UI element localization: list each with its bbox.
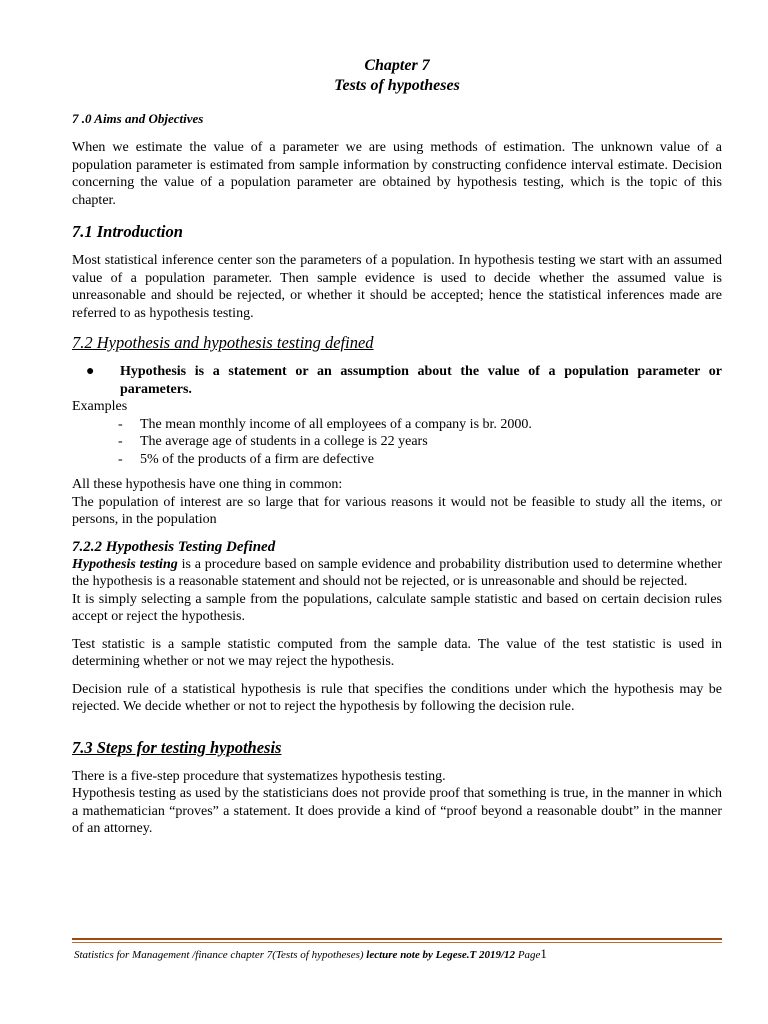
intro-heading: 7.1 Introduction: [72, 222, 183, 241]
steps-line: There is a five-step procedure that systematizes hypothesis testing.: [72, 768, 446, 784]
page-content: [72, 56, 722, 838]
defined-heading: 7.2 Hypothesis and hypothesis testing defined: [72, 333, 374, 352]
chapter-title: Tests of hypotheses: [334, 77, 460, 94]
hypothesis-bullet: [72, 363, 722, 398]
bullet-icon: ●: [86, 364, 95, 379]
footer-rule-thick: [72, 938, 722, 940]
bullet-text: Hypothesis is a statement or an assumption about the value of a population parameter or parameters.: [120, 364, 722, 397]
testing-term: Hypothesis testing: [72, 556, 178, 572]
common-line: All these hypothesis have one thing in common:: [72, 477, 343, 492]
footer-page-number: 1: [540, 946, 547, 961]
test-statistic-paragraph: Test statistic is a sample statistic computed from the sample data. The value of the test statistic is used in determining whether or not we may reject the hypothesis.: [72, 636, 722, 669]
examples-list: [72, 416, 722, 469]
example-text: The mean monthly income of all employees of a company is br. 2000.: [140, 416, 532, 432]
example-text: 5% of the products of a firm are defective: [140, 451, 375, 467]
aims-paragraph: When we estimate the value of a parameter we are using methods of estimation. The unknown value of a population parameter is estimated from sample information by constructing confidence interval estimate. Decision concerning the value of a population parameter are obtained by hypothesis testing, which is the topic of this chapter.: [72, 140, 722, 208]
page-footer: [74, 946, 724, 962]
aims-heading: 7 .0 Aims and Objectives: [72, 111, 204, 126]
dash-icon: -: [118, 416, 123, 432]
testing-simply: It is simply selecting a sample from the populations, calculate sample statistic and based on certain decision rules accept or reject the hypothesis.: [72, 591, 722, 624]
examples-label: Examples: [72, 399, 128, 414]
steps-heading: 7.3 Steps for testing hypothesis: [72, 737, 282, 757]
intro-paragraph: Most statistical inference center son the parameters of a population. In hypothesis testing we start with an assumed value of a population parameter. Then sample evidence is used to decide whether the assumed value is unreasonable and should be rejected, or whether it should be accepted; hence the statistical inferences made are referred to as hypothesis testing.: [72, 253, 722, 321]
decision-rule-paragraph: Decision rule of a statistical hypothesis is rule that specifies the conditions under which the hypothesis may be rejected. We decide whether or not to reject the hypothesis by following the decision rule.: [72, 681, 722, 714]
footer-author: lecture note by Legese.T 2019/12: [366, 949, 518, 961]
footer-rule: [72, 938, 722, 945]
list-item: [118, 416, 722, 434]
dash-icon: -: [118, 434, 123, 449]
footer-page-label: Page: [517, 949, 541, 961]
list-item: [118, 433, 722, 451]
testing-definition-text: is a procedure based on sample evidence and probability distribution used to determine whether the hypothesis is a reasonable statement and should not be rejected, or is unreasonable and should be rejected.: [72, 556, 722, 589]
footer-rule-thin: [72, 942, 722, 943]
testing-definition: [72, 556, 722, 591]
example-text: The average age of students in a college is 22 years: [140, 434, 428, 449]
dash-icon: -: [118, 451, 123, 467]
common-paragraph: The population of interest are so large that for various reasons it would not be feasible to study all the items, or persons, in the population: [72, 494, 722, 527]
chapter-number: Chapter 7: [364, 57, 430, 74]
steps-paragraph: Hypothesis testing as used by the statisticians does not provide proof that something is true, in the manner in which a mathematician “proves” a statement. It does provide a kind of “proof beyond a reasonable doubt” in the manner of an attorney.: [72, 786, 722, 836]
list-item: [118, 451, 722, 469]
footer-course: Statistics for Management /finance chapter 7(Tests of hypotheses): [74, 949, 367, 961]
testing-heading: 7.2.2 Hypothesis Testing Defined: [72, 538, 276, 555]
